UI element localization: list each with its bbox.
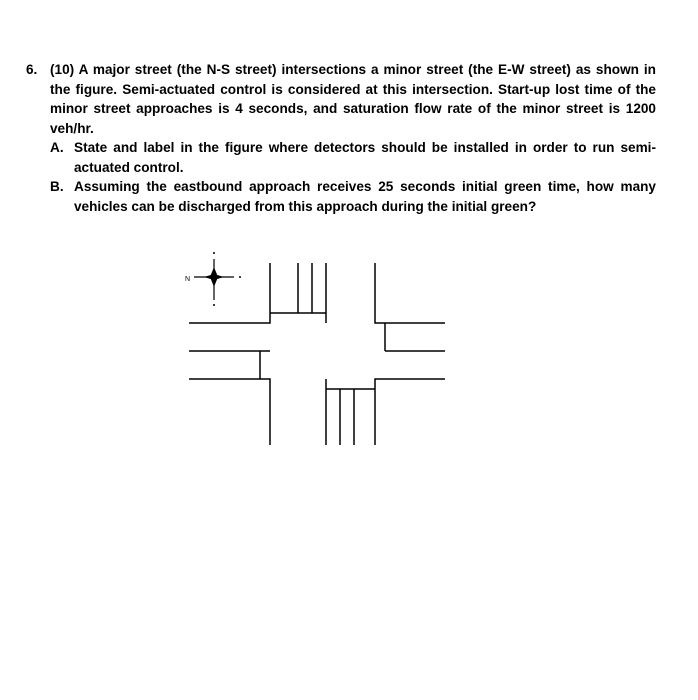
problem-6 (26, 60, 656, 216)
part-a (26, 138, 656, 177)
part-b (26, 177, 656, 216)
problem-text: (10) A major street (the N-S street) intersections a minor street (the E-W street) as shown in the figure. Semi-actuated control is considered at this intersection. Start-up lost time of the minor street approaches is 4 seconds, and saturation flow rate of the minor street is 1200 veh/hr. (50, 62, 656, 136)
problem-statement (26, 60, 656, 138)
sw-curb (189, 379, 270, 445)
se-curb (375, 379, 445, 445)
compass-label: N (185, 276, 191, 283)
part-a-text: State and label in the figure where detectors should be installed in order to run semi-actuated control. (74, 140, 656, 175)
problem-number: 6. (26, 62, 38, 77)
nw-curb (189, 263, 270, 323)
north-arrow-icon (185, 252, 241, 306)
part-b-label: B. (50, 179, 64, 194)
intersection-figure (180, 245, 455, 450)
part-b-text: Assuming the eastbound approach receives 25 seconds initial green time, how many vehicles can be discharged from this approach during the initial green? (74, 179, 656, 214)
intersection-diagram (180, 245, 455, 450)
part-a-label: A. (50, 140, 64, 155)
ne-curb (375, 263, 445, 323)
